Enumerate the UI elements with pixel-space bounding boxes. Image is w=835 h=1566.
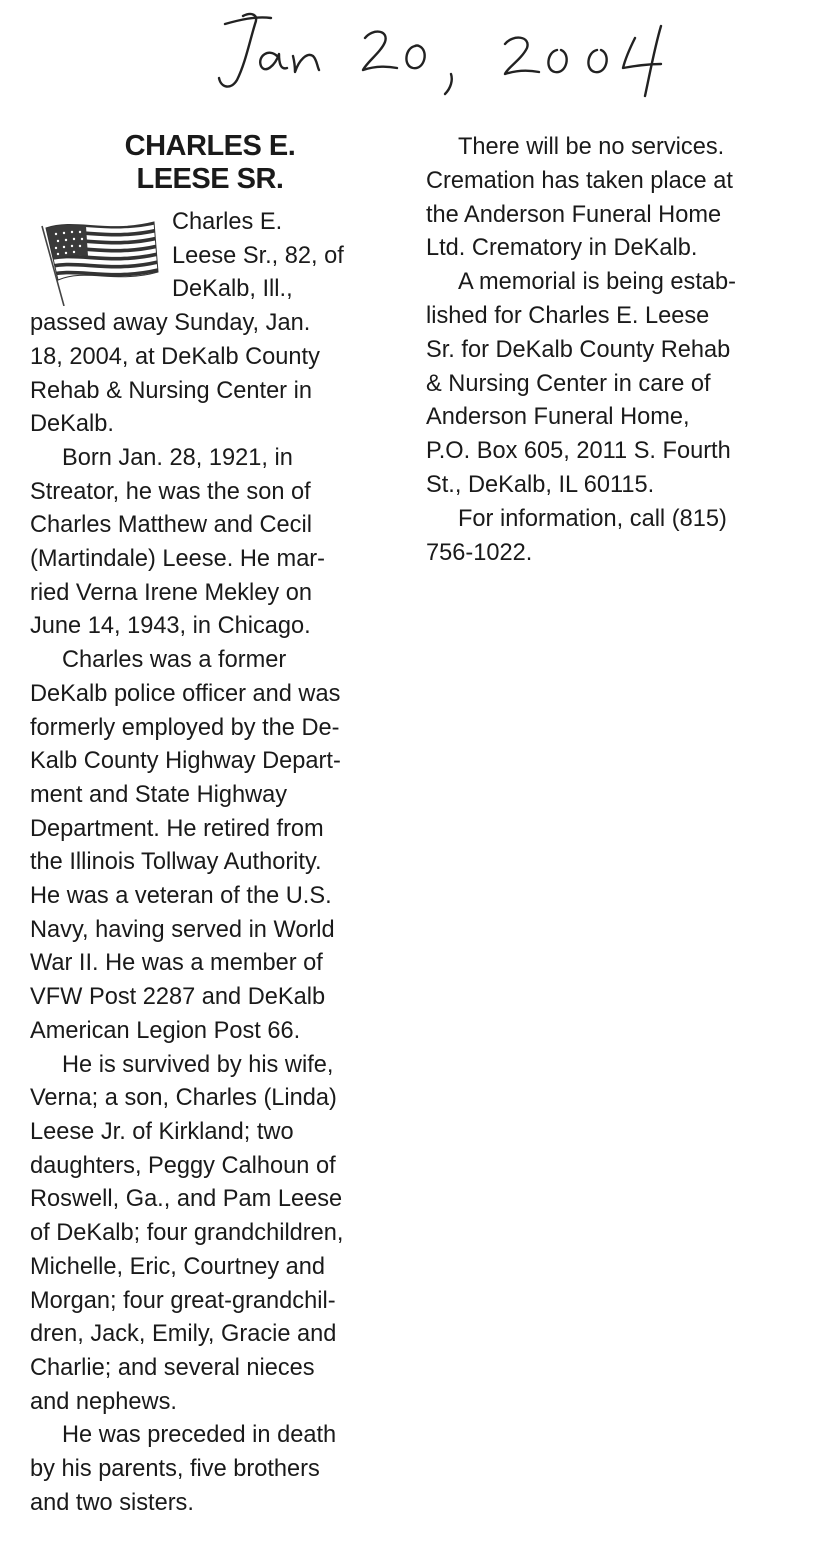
text-line: Cremation has taken place at xyxy=(426,167,733,194)
text-line: Leese Jr. of Kirkland; two xyxy=(30,1118,294,1145)
obituary-body-right xyxy=(426,131,798,570)
text-line: 756-1022. xyxy=(426,539,533,566)
text-line: Charles E. xyxy=(172,209,283,235)
text-line: DeKalb. xyxy=(30,411,114,438)
text-line: Roswell, Ga., and Pam Leese xyxy=(30,1186,343,1213)
text-line: 18, 2004, at DeKalb County xyxy=(30,343,320,370)
text-line: ried Verna Irene Mekley on xyxy=(30,579,312,606)
text-line: Navy, having served in World xyxy=(30,916,335,943)
text-line: American Legion Post 66. xyxy=(30,1017,301,1044)
text-line: Charles Matthew and Cecil xyxy=(30,512,312,539)
text-line: daughters, Peggy Calhoun of xyxy=(30,1152,336,1179)
obituary-body-left xyxy=(30,206,390,1520)
text-line: the Illinois Tollway Authority. xyxy=(30,849,322,876)
text-line: Michelle, Eric, Courtney and xyxy=(30,1253,326,1280)
text-line: ment and State Highway xyxy=(30,781,288,808)
text-line: and two sisters. xyxy=(30,1489,194,1516)
headline-line: CHARLES E. xyxy=(124,130,296,162)
text-line: by his parents, five brothers xyxy=(30,1456,320,1483)
text-line: He is survived by his wife, xyxy=(62,1051,334,1078)
text-line: Kalb County Highway Depart- xyxy=(30,748,341,775)
text-line: He was preceded in death xyxy=(62,1422,337,1449)
text-line: P.O. Box 605, 2011 S. Fourth xyxy=(426,438,731,465)
text-line: For information, call (815) xyxy=(458,505,727,532)
text-line: and nephews. xyxy=(30,1388,177,1415)
text-line: Leese Sr., 82, of xyxy=(172,242,344,269)
text-line: Charles was a former xyxy=(62,647,287,674)
text-line: There will be no services. xyxy=(458,134,725,160)
text-line: Charlie; and several nieces xyxy=(30,1354,315,1381)
text-line: He was a veteran of the U.S. xyxy=(30,883,332,910)
text-line: the Anderson Funeral Home xyxy=(426,201,722,228)
text-line: & Nursing Center in care of xyxy=(426,370,711,397)
text-line: lished for Charles E. Leese xyxy=(426,302,710,329)
headline-line: LEESE SR. xyxy=(136,163,284,195)
text-line: passed away Sunday, Jan. xyxy=(30,310,311,337)
text-line: VFW Post 2287 and DeKalb xyxy=(30,984,326,1011)
text-line: Verna; a son, Charles (Linda) xyxy=(30,1085,337,1112)
text-line: Streator, he was the son of xyxy=(30,478,311,505)
text-line: Sr. for DeKalb County Rehab xyxy=(426,336,731,363)
text-line: June 14, 1943, in Chicago. xyxy=(30,613,311,640)
text-line: Ltd. Crematory in DeKalb. xyxy=(426,235,698,262)
text-line: Rehab & Nursing Center in xyxy=(30,377,312,404)
text-line: formerly employed by the De- xyxy=(30,714,340,741)
text-line: DeKalb police officer and was xyxy=(30,680,341,707)
handwritten-date xyxy=(215,4,685,100)
text-line: A memorial is being estab- xyxy=(458,269,737,296)
text-line: Born Jan. 28, 1921, in xyxy=(62,444,293,471)
text-line: St., DeKalb, IL 60115. xyxy=(426,471,655,498)
handwritten-date-signature xyxy=(215,4,685,100)
text-line: dren, Jack, Emily, Gracie and xyxy=(30,1321,337,1348)
text-line: DeKalb, Ill., xyxy=(172,276,293,303)
american-flag-icon xyxy=(36,214,160,306)
obituary-headline xyxy=(30,130,390,196)
text-line: (Martindale) Leese. He mar- xyxy=(30,546,326,573)
text-line: of DeKalb; four grandchildren, xyxy=(30,1220,344,1247)
text-line: Morgan; four great-grandchil- xyxy=(30,1287,336,1314)
text-line: Anderson Funeral Home, xyxy=(426,404,690,431)
left-column xyxy=(30,130,390,1520)
text-line: War II. He was a member of xyxy=(30,950,323,977)
text-line: Department. He retired from xyxy=(30,815,324,842)
